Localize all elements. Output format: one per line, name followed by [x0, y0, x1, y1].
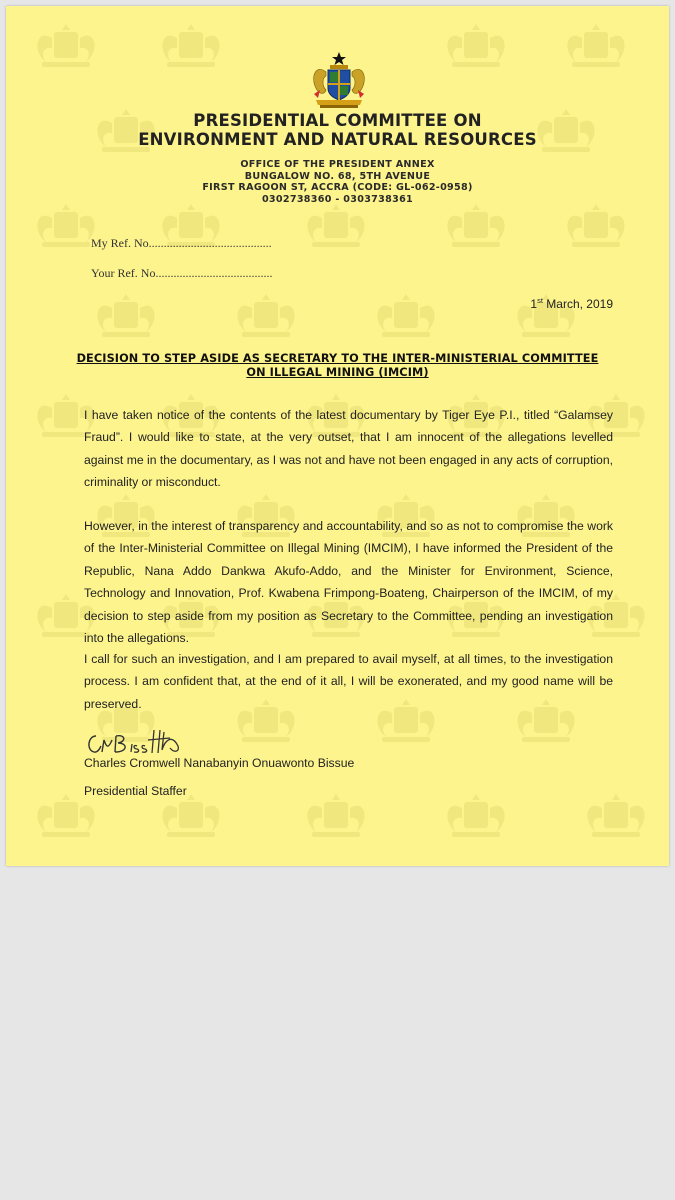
committee-name-line1: PRESIDENTIAL COMMITTEE ON: [193, 111, 482, 130]
my-ref-no: My Ref. No.........................................: [91, 236, 272, 250]
committee-name-line2: ENVIRONMENT AND NATURAL RESOURCES: [138, 130, 537, 149]
ghana-coat-of-arms-icon: [306, 50, 372, 110]
address-line2: BUNGALOW NO. 68, 5TH AVENUE: [244, 170, 431, 182]
signatory-name: Charles Cromwell Nanabanyin Onuawonto Bissue: [84, 756, 355, 770]
letter-date: [530, 296, 613, 311]
subject-line1: DECISION TO STEP ASIDE AS SECRETARY TO THE INTER-MINISTERIAL COMMITTEE: [76, 352, 599, 365]
phone-numbers: 0302738360 - 0303738361: [261, 193, 414, 205]
your-ref-no: Your Ref. No.......................................: [91, 266, 273, 280]
date-suffix: st: [537, 296, 543, 305]
address-line1: OFFICE OF THE PRESIDENT ANNEX: [240, 159, 435, 170]
letter-subject: [66, 352, 609, 380]
signatory-title: Presidential Staffer: [84, 784, 187, 798]
address-line3: FIRST RAGOON ST, ACCRA (CODE: GL-062-0958): [202, 182, 473, 193]
body-paragraph-1: I have taken notice of the contents of the latest documentary by Tiger Eye P.I., titled “Galamsey Fraud”. I would like to state, at the very outset, that I am innocent of the allegations levelled against me in the documentary, as I was not and have not been engaged in any acts of corruption, criminality or misconduct.: [84, 408, 613, 490]
body-paragraph-3: I call for such an investigation, and I am prepared to avail myself, at all times, to the investigation process. I am confident that, at the end of it all, I will be exonerated, and my good name will be preserved.: [84, 652, 613, 711]
date-day: 1: [530, 297, 538, 311]
date-rest: March, 2019: [542, 297, 613, 311]
body-paragraph-2: However, in the interest of transparency and accountability, and so as not to compromise the work of the Inter-Ministerial Committee on Illegal Mining (IMCIM), I have informed the President of the Republic, Nana Addo Dankwa Akufo-Addo, and the Minister for Environment, Science, Technology and Innovation, Prof. Kwabena Frimpong-Boateng, Chairperson of the IMCIM, of my decision to step aside from my position as Secretary to the Committee, pending an investigation into the allegations.: [84, 519, 613, 646]
subject-line2: ON ILLEGAL MINING (IMCIM): [246, 366, 429, 379]
letter-page: [6, 6, 669, 866]
